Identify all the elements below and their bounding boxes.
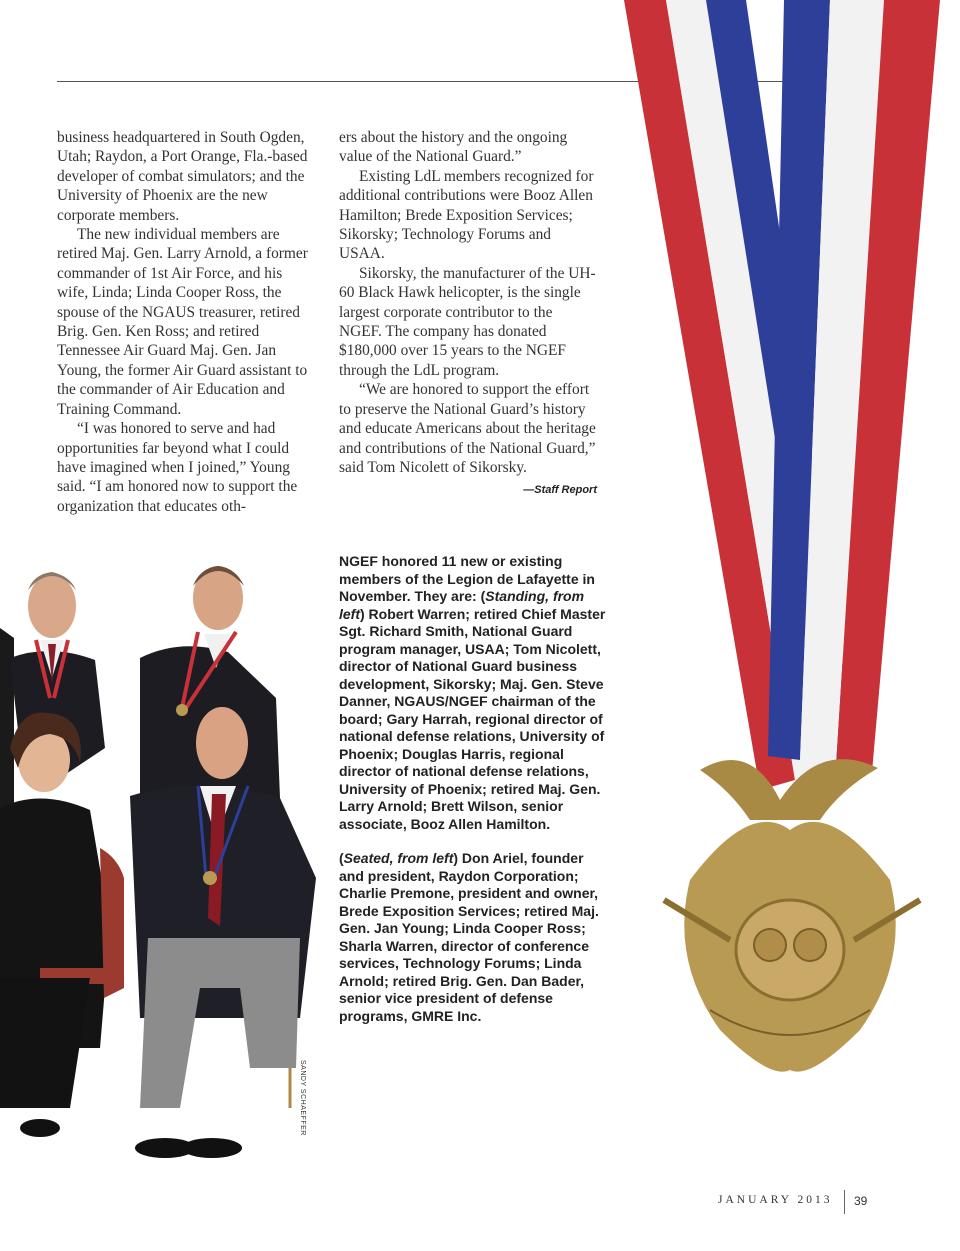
legion-de-lafayette-medal-image [620,0,960,1085]
article-paragraph: “I was honored to serve and had opportunities far beyond what I could have imagined when I joined,” Young said. “I am honored now to support the organization that educates oth- [57,420,298,515]
footer-divider [844,1190,845,1214]
photo-credit: SANDY SCHAEFFER [299,1060,306,1136]
caption-text: NGEF honored 11 new or existing members of the Legion de Lafayette in November. They are: ( [339,553,595,604]
article-paragraph: Sikorsky, the manufacturer of the UH-60 Black Hawk helicopter, is the single largest corporate contributor to the NGEF. The company has donated $180,000 over 15 years to the NGEF through the LdL program. [339,264,596,379]
group-photo [0,548,328,1168]
article-column-2 [339,128,597,501]
issue-date: JANUARY 2013 [718,1194,833,1206]
photo-caption [339,553,607,1025]
article-paragraph: Existing LdL members recognized for additional contributions were Booz Allen Hamilton; Brede Exposition Services; Sikorsky; Technology Forums and USAA. [339,167,594,263]
caption-text: ( [339,850,344,866]
caption-emphasis: Standing, from left [339,588,585,622]
article-paragraph: ers about the history and the ongoing value of the National Guard.” [339,129,568,166]
article-paragraph: business headquartered in South Ogden, Utah; Raydon, a Port Orange, Fla.-based developer of combat simulators; and the University of Phoenix are the new corporate members. [57,129,308,224]
article-paragraph: “We are honored to support the effort to preserve the National Guard’s history and educate Americans about the heritage and contributions of the National Guard,” said Tom Nicolett of Sikorsky. [339,381,596,476]
page-number: 39 [854,1194,868,1208]
article-column-1 [57,128,315,516]
caption-paragraph-seated [339,850,607,1025]
caption-text: ) Robert Warren; retired Chief Master Sgt. Richard Smith, National Guard program manager, USAA; Tom Nicolett, director of National Guard business development, Sikorsky; Maj. Gen. Steve Danner, NGAUS/NGEF chairman of the board; Gary Harrah, regional director of national defense relations, University of Phoenix; Douglas Harris, regional director of national defense relations, University of Phoenix; retired Maj. Gen. Larry Arnold; Brett Wilson, senior associate, Booz Allen Hamilton. [339,605,606,832]
caption-text: ) Don Ariel, founder and president, Raydon Corporation; Charlie Premone, president and owner, Brede Exposition Services; retired Maj. Gen. Jan Young; Linda Cooper Ross; Sharla Warren, director of conference services, Technology Forums; Linda Arnold; retired Brig. Gen. Dan Bader, senior vice president of defense programs, GMRE Inc. [339,850,599,1024]
caption-emphasis: Seated, from left [343,850,454,866]
article-paragraph: The new individual members are retired Maj. Gen. Larry Arnold, a former commander of 1st Air Force, and his wife, Linda; Linda Cooper Ross, the spouse of the NGAUS treasurer, retired Brig. Gen. Ken Ross; and retired Tennessee Air Guard Maj. Gen. Jan Young, the former Air Guard assistant to the commander of Air Education and Training Command. [57,226,308,418]
byline: —Staff Report [523,484,597,497]
caption-paragraph-standing [339,553,607,833]
